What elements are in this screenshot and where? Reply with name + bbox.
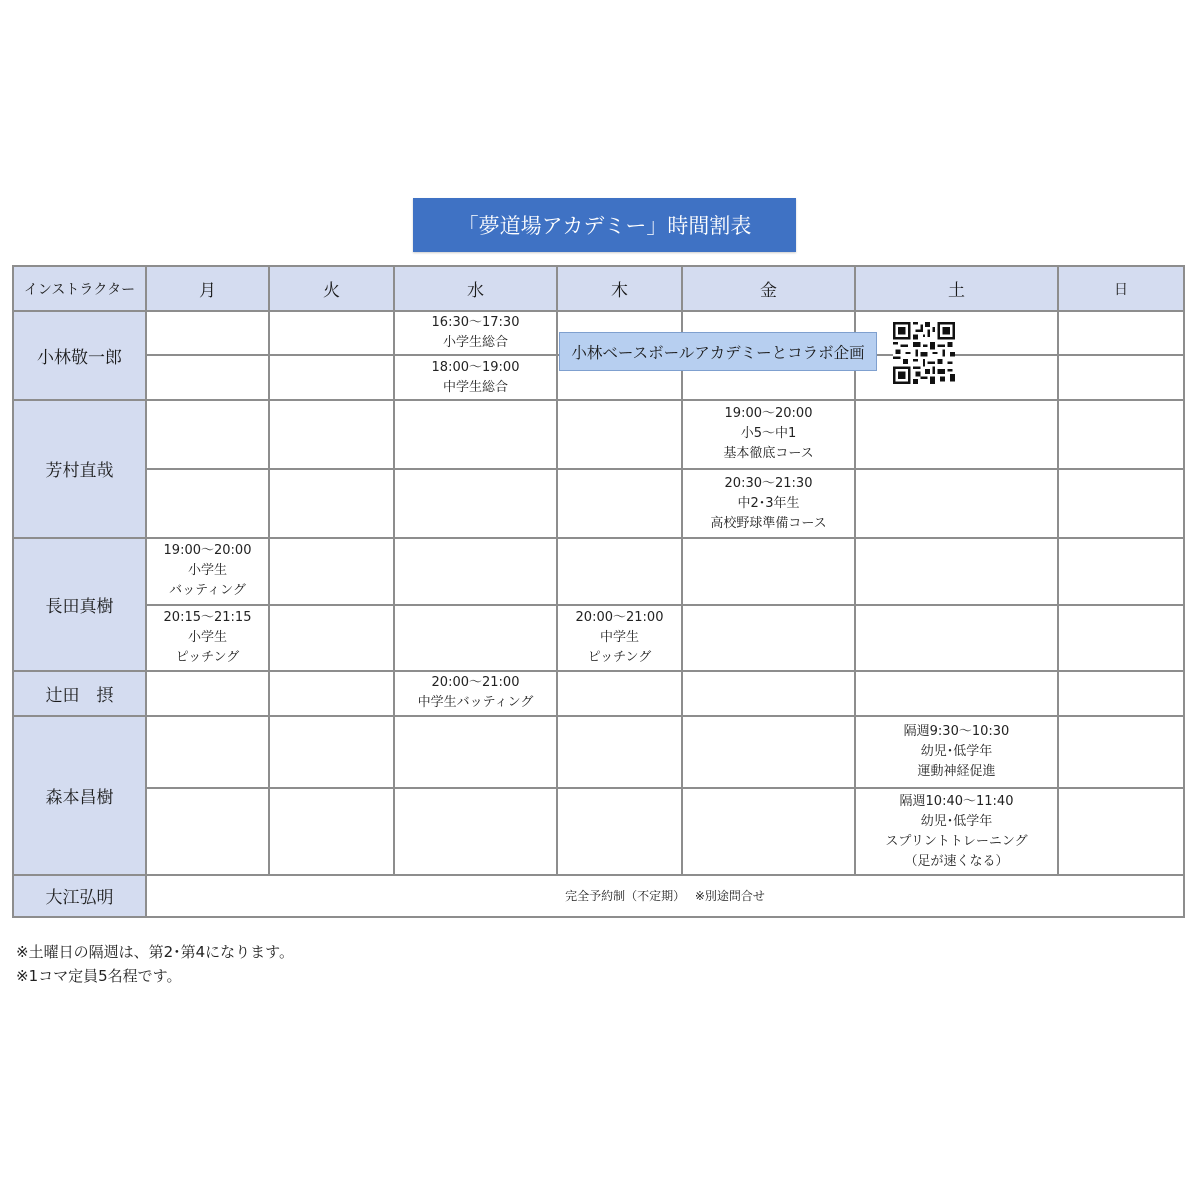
empty-cell	[1058, 469, 1184, 538]
empty-cell	[855, 605, 1058, 671]
class-time: 20:00～21:00	[575, 609, 664, 625]
class-cell	[855, 716, 1058, 788]
empty-cell	[682, 788, 855, 874]
class-cell	[146, 538, 269, 604]
empty-cell	[1058, 716, 1184, 788]
empty-cell	[394, 605, 557, 671]
class-target: 小5～中1	[740, 426, 797, 442]
class-target: 小学生	[187, 563, 227, 579]
instructor-name-morimoto: 森本昌樹	[13, 716, 146, 875]
empty-cell	[146, 400, 269, 469]
class-course-note: （足が速くなる）	[904, 853, 1009, 869]
instructor-name-yoshimura: 芳村直哉	[13, 400, 146, 539]
class-target: 小学生	[187, 629, 227, 645]
class-time: 16:30～17:30	[431, 315, 520, 331]
class-time: 20:00～21:00	[431, 675, 520, 691]
class-target: 幼児･低学年	[920, 813, 993, 829]
empty-cell	[146, 671, 269, 716]
class-time: 19:00～20:00	[163, 543, 252, 559]
class-cell	[146, 605, 269, 671]
empty-cell	[269, 311, 394, 355]
empty-cell	[269, 355, 394, 399]
table-row	[13, 671, 1184, 716]
instructor-name-tsujita: 辻田 摂	[13, 671, 146, 716]
empty-cell	[269, 400, 394, 469]
table-row	[13, 605, 1184, 671]
class-time: 18:00～19:00	[431, 359, 520, 375]
footnotes	[16, 940, 294, 988]
reservation-note: 完全予約制（不定期） ※別途問合せ	[146, 875, 1184, 917]
empty-cell	[557, 671, 682, 716]
class-course: ピッチング	[587, 649, 652, 665]
empty-cell	[557, 716, 682, 788]
empty-cell	[269, 605, 394, 671]
class-target: 中学生総合	[442, 379, 508, 395]
table-row	[13, 400, 1184, 469]
empty-cell	[269, 469, 394, 538]
empty-cell	[682, 716, 855, 788]
day-header-tue: 火	[269, 266, 394, 311]
empty-cell	[855, 469, 1058, 538]
empty-cell	[269, 716, 394, 788]
class-cell	[557, 605, 682, 671]
class-cell	[682, 469, 855, 538]
instructor-name-kobayashi: 小林敬一郎	[13, 311, 146, 399]
empty-cell	[1058, 355, 1184, 399]
empty-cell	[394, 400, 557, 469]
empty-cell	[855, 311, 1058, 355]
table-row	[13, 538, 1184, 604]
table-row	[13, 469, 1184, 538]
table-row	[13, 716, 1184, 788]
empty-cell	[855, 400, 1058, 469]
class-cell	[682, 400, 855, 469]
empty-cell	[394, 716, 557, 788]
class-target: 中学生	[599, 629, 639, 645]
collab-label: 小林ベースボールアカデミーとコラボ企画	[559, 332, 877, 371]
class-time: 20:15～21:15	[163, 609, 252, 625]
empty-cell	[1058, 605, 1184, 671]
class-target: 小学生総合	[442, 335, 508, 351]
class-cell	[394, 671, 557, 716]
class-time: 19:00～20:00	[724, 406, 813, 422]
empty-cell	[1058, 788, 1184, 874]
instructor-header: インストラクター	[13, 266, 146, 311]
class-course: 運動神経促進	[917, 764, 996, 780]
empty-cell	[394, 538, 557, 604]
empty-cell	[146, 311, 269, 355]
empty-cell	[855, 538, 1058, 604]
empty-cell	[557, 469, 682, 538]
empty-cell	[557, 538, 682, 604]
instructor-name-nagata: 長田真樹	[13, 538, 146, 671]
class-course: ピッチング	[175, 649, 240, 665]
empty-cell	[269, 788, 394, 874]
class-course: バッティング	[169, 583, 246, 599]
empty-cell	[855, 671, 1058, 716]
empty-cell	[146, 355, 269, 399]
header-row	[13, 266, 1184, 311]
class-cell	[394, 311, 557, 355]
day-header-sun: 日	[1058, 266, 1184, 311]
table-row	[13, 875, 1184, 917]
class-target: 幼児･低学年	[920, 744, 993, 760]
day-header-sat: 土	[855, 266, 1058, 311]
empty-cell	[855, 355, 1058, 399]
footnote-saturday: ※土曜日の隔週は、第2･第4になります。	[16, 943, 294, 961]
table-row	[13, 788, 1184, 874]
empty-cell	[557, 788, 682, 874]
empty-cell	[269, 538, 394, 604]
class-course: 高校野球準備コース	[710, 515, 827, 531]
empty-cell	[269, 671, 394, 716]
empty-cell	[1058, 400, 1184, 469]
class-course: スプリントトレーニング	[885, 833, 1028, 849]
footnote-capacity: ※1コマ定員5名程です。	[16, 967, 182, 985]
empty-cell	[682, 538, 855, 604]
day-header-wed: 水	[394, 266, 557, 311]
empty-cell	[1058, 311, 1184, 355]
class-target: 中2･3年生	[737, 495, 800, 511]
empty-cell	[394, 469, 557, 538]
empty-cell	[1058, 538, 1184, 604]
day-header-fri: 金	[682, 266, 855, 311]
empty-cell	[146, 716, 269, 788]
class-time: 隔週10:40～11:40	[899, 793, 1014, 809]
page-title: 「夢道場アカデミー」時間割表	[413, 198, 796, 252]
empty-cell	[394, 788, 557, 874]
empty-cell	[682, 605, 855, 671]
day-header-mon: 月	[146, 266, 269, 311]
class-cell	[394, 355, 557, 399]
day-header-thu: 木	[557, 266, 682, 311]
class-course: 基本徹底コース	[723, 446, 814, 462]
qr-code-icon	[893, 322, 955, 384]
instructor-name-oe: 大江弘明	[13, 875, 146, 917]
class-time: 隔週9:30～10:30	[903, 724, 1010, 740]
empty-cell	[1058, 671, 1184, 716]
class-cell	[855, 788, 1058, 874]
class-target: 中学生バッティング	[417, 695, 534, 711]
empty-cell	[146, 469, 269, 538]
empty-cell	[557, 400, 682, 469]
empty-cell	[146, 788, 269, 874]
class-time: 20:30～21:30	[724, 475, 813, 491]
empty-cell	[682, 671, 855, 716]
